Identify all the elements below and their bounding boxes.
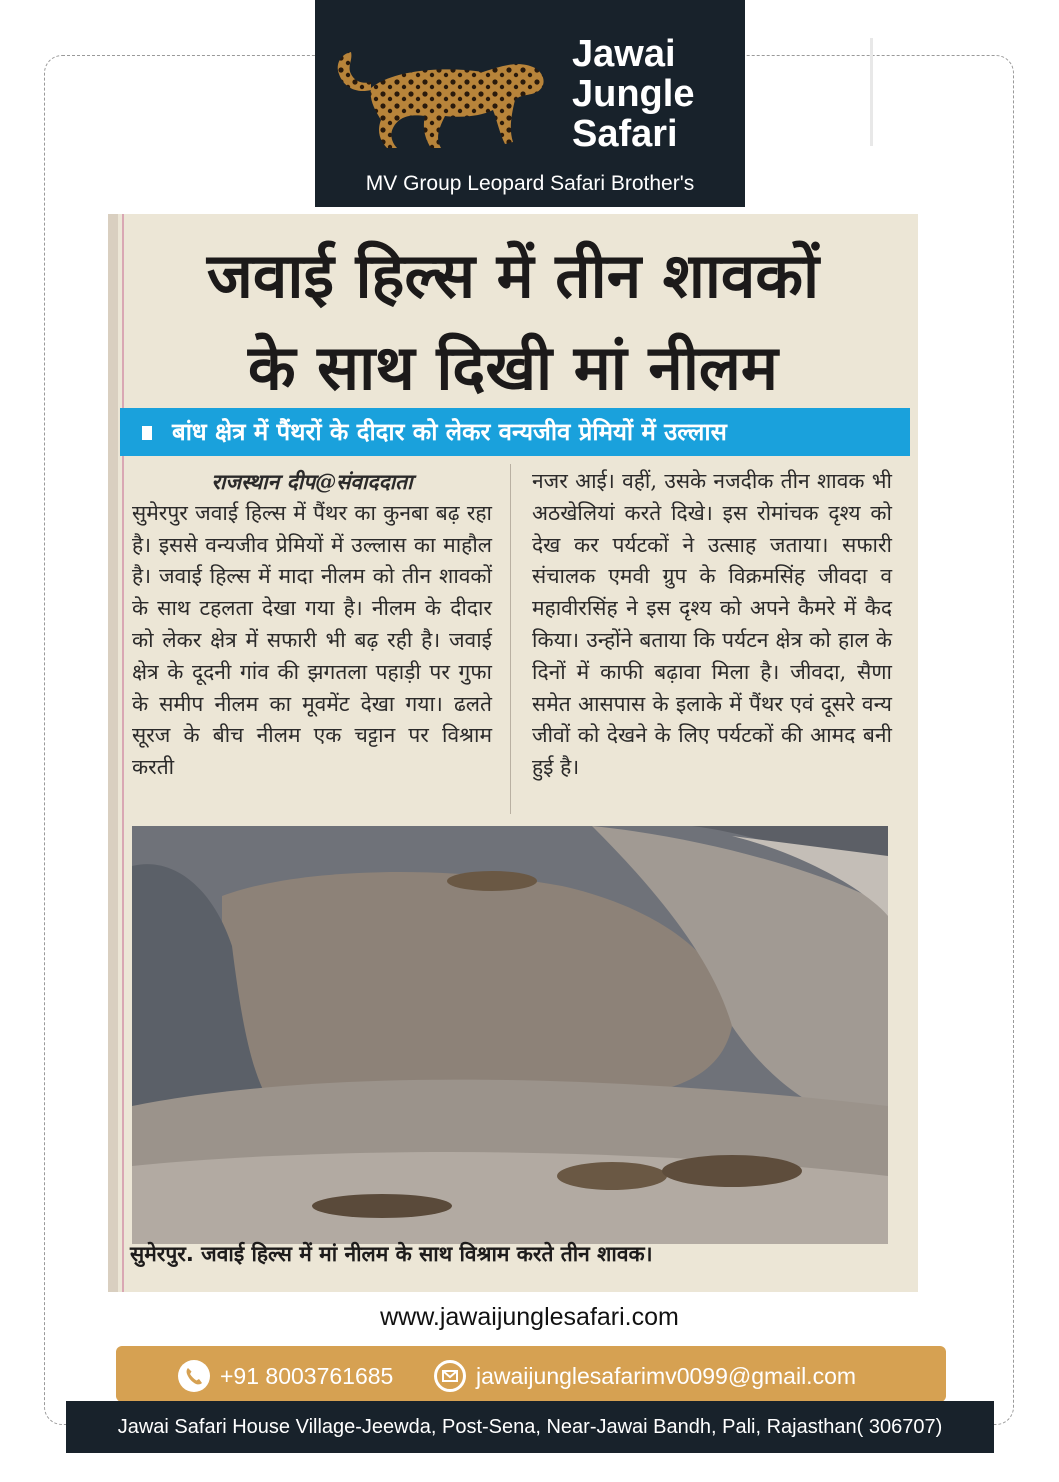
newspaper-clipping bbox=[108, 214, 918, 1292]
logo-divider bbox=[870, 38, 873, 146]
brand-name bbox=[572, 34, 694, 154]
photo-image bbox=[132, 826, 888, 1244]
article-byline: राजस्थान दीप@संवाददाता bbox=[211, 469, 413, 494]
email-icon bbox=[434, 1360, 466, 1392]
contact-bar bbox=[116, 1346, 946, 1402]
email-contact[interactable] bbox=[434, 1360, 856, 1392]
phone-number: +91 8003761685 bbox=[220, 1362, 394, 1389]
address-text: Jawai Safari House Village-Jeewda, Post-Sena, Near-Jawai Bandh, Pali, Rajasthan( 306707) bbox=[117, 1415, 943, 1438]
headline-line: के साथ दिखी मां नीलम bbox=[247, 331, 778, 404]
column-divider bbox=[510, 464, 511, 814]
email-address: jawaijunglesafarimv0099@gmail.com bbox=[476, 1362, 857, 1389]
article-column-left bbox=[132, 466, 492, 784]
brand-name-line: Safari bbox=[572, 113, 678, 155]
article-headline bbox=[108, 230, 918, 414]
article-subheadline: बांध क्षेत्र में पैंथरों के दीदार को लेकर वन्यजीव प्रेमियों में उल्लास bbox=[172, 418, 727, 446]
subheadline-bar bbox=[120, 408, 910, 456]
phone-contact[interactable] bbox=[178, 1360, 393, 1392]
leopard-icon bbox=[323, 30, 553, 155]
address-bar bbox=[66, 1401, 994, 1453]
headline-line: जवाई हिल्स में तीन शावकों bbox=[206, 239, 820, 312]
article-body-left: सुमेरपुर जवाई हिल्स में पैंथर का कुनबा बढ़ रहा है। इससे वन्यजीव प्रेमियों में उल्लास का माहौल है। जवाई हिल्स में मादा नीलम को तीन शावकों के साथ टहलता देखा गया है। नीलम के दीदार को लेकर क्षेत्र में सफारी भी बढ़ रही है। जवाई क्षेत्र के दूदनी गांव की झगतला पहाड़ी पर गुफा के समीप नीलम का मूवमेंट देखा गया। ढलते सूरज के बीच नीलम एक चट्टान पर विश्राम करती bbox=[132, 500, 492, 780]
photo-caption: सुमेरपुर. जवाई हिल्स में मां नीलम के साथ विश्राम करते तीन शावक। bbox=[130, 1242, 653, 1266]
brand-tagline: MV Group Leopard Safari Brother's bbox=[365, 172, 695, 195]
website-link[interactable]: www.jawaijunglesafari.com bbox=[380, 1303, 679, 1331]
brand-name-line: Jawai bbox=[572, 33, 676, 75]
leopard-photo bbox=[132, 826, 888, 1244]
article-body-right: नजर आई। वहीं, उसके नजदीक तीन शावक भी अठखेलियां करते दिखे। इस रोमांचक दृश्य को देख कर पर्यटकों ने उत्साह जताया। सफारी संचालक एमवी ग्रुप के विक्रमसिंह जीवदा व महावीरसिंह ने इस दृश्य को अपने कैमरे में कैद किया। उन्होंने बताया कि पर्यटन क्षेत्र को हाल के दिनों में काफी बढ़ावा मिला है। जीवदा, सैणा समेत आसपास के इलाके में पैंथर एवं दूसरे वन्य जीवों को देखने के लिए पर्यटकों की आमद बनी हुई है। bbox=[532, 469, 892, 780]
phone-icon bbox=[178, 1360, 210, 1392]
brand-name-line: Jungle bbox=[572, 73, 695, 115]
article-column-right bbox=[532, 466, 892, 784]
bullet-icon bbox=[142, 426, 152, 440]
